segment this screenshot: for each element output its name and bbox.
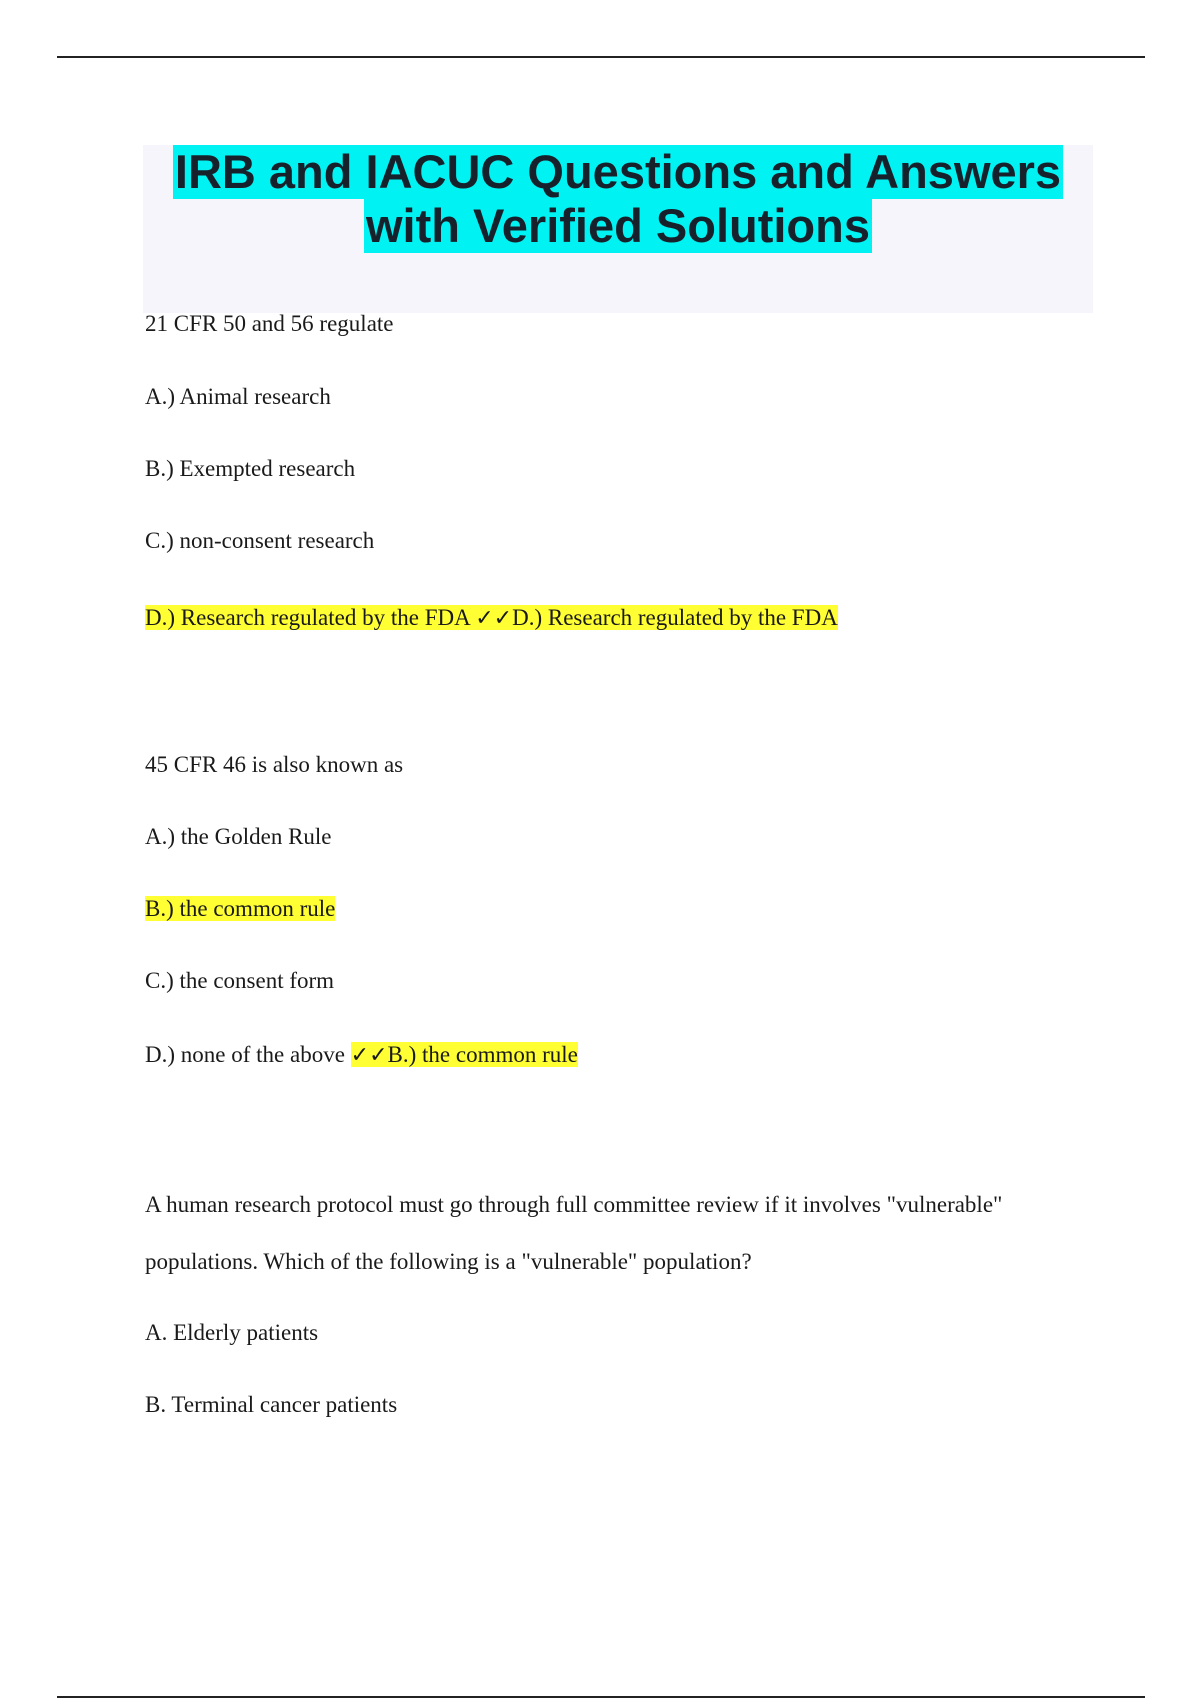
q1-option-d: D.) Research regulated by the FDA — [145, 605, 476, 630]
q2-answer: B.) the common rule — [387, 1042, 578, 1067]
question-3-line-1: A human research protocol must go through full committee review if it involves "vulnerable" — [145, 1192, 1003, 1217]
question-2: 45 CFR 46 is also known as — [145, 752, 404, 777]
q1-answer-highlight — [145, 605, 838, 630]
q2-option-a: A.) the Golden Rule — [145, 824, 332, 849]
title-block — [143, 145, 1093, 313]
q2-option-b-highlight: B.) the common rule — [145, 896, 336, 921]
q2-option-d: D.) none of the above — [145, 1042, 351, 1067]
q1-option-c: C.) non-consent research — [145, 528, 375, 553]
checkmark-icon: ✓✓ — [350, 1043, 388, 1068]
q2-option-c: C.) the consent form — [145, 968, 335, 993]
bottom-rule — [57, 1696, 1145, 1698]
q1-answer: D.) Research regulated by the FDA — [512, 605, 838, 630]
document-title-line-1: IRB and IACUC Questions and Answers — [174, 145, 1062, 198]
q1-option-a: A.) Animal research — [145, 384, 331, 409]
q2-option-d-line — [145, 1040, 578, 1071]
checkmark-icon: ✓✓ — [475, 606, 513, 631]
q2-option-b — [145, 894, 335, 924]
document-title-line-2: with Verified Solutions — [366, 199, 870, 252]
q3-option-b: B. Terminal cancer patients — [145, 1392, 398, 1417]
q1-option-b: B.) Exempted research — [145, 456, 356, 481]
q2-answer-highlight — [351, 1042, 578, 1067]
top-rule — [57, 56, 1145, 58]
question-1: 21 CFR 50 and 56 regulate — [145, 311, 394, 336]
q3-option-a: A. Elderly patients — [145, 1320, 319, 1345]
question-3-line-2: populations. Which of the following is a "vulnerable" population? — [145, 1249, 752, 1274]
q1-option-d-line — [145, 603, 838, 634]
